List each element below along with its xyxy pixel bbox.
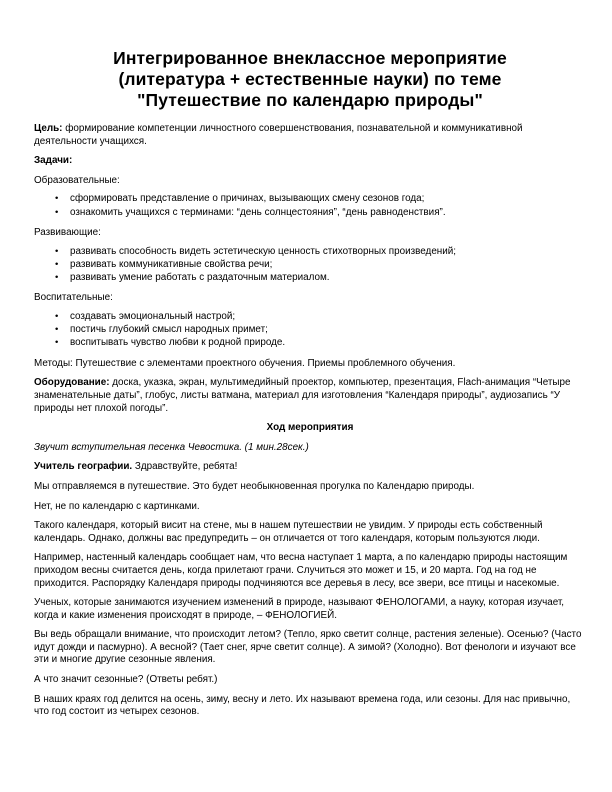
equipment-text: доска, указка, экран, мультимедийный проектор, компьютер, презентация, Flach-анимация “Четыре знаменательные даты”, глобус, листы ватмана, материал для изготовления “Календаря природы”, аудиозапись “У природы нет плохой погоды”. (34, 377, 571, 414)
title-line-1: Интегрированное внеклассное мероприятие (113, 48, 507, 68)
list-item: • ознакомить учащихся с терминами: “день солнцестояния”, “день равноденствия”. (70, 207, 586, 219)
educational-label: Образовательные: (34, 174, 120, 186)
body-paragraph: Например, настенный календарь сообщает нам, что весна наступает 1 марта, а по календарю природы настоящим приходом весны считается день, когда прилетают грачи. Случиться это может и 15, и 20 марта. Год на год не приходится. Распорядку Календаря природы подчиняются все деревья в лесу, все звери, все птицы и насекомые. (34, 552, 568, 589)
developing-label: Развивающие: (34, 226, 101, 238)
list-item: • развивать умение работать с раздаточным материалом. (70, 272, 586, 284)
body-paragraph: В наших краях год делится на осень, зиму, весну и лето. Их называют времена года, или сезоны. Для нас привычно, что год состоит из четырех сезонов. (34, 693, 571, 718)
upbringing-label: Воспитательные: (34, 292, 113, 304)
list-item: • воспитывать чувство любви к родной природе. (70, 337, 586, 349)
document-title (34, 48, 586, 111)
educational-list (34, 193, 586, 219)
list-item: • создавать эмоциональный настрой; (70, 311, 586, 323)
equipment-label: Оборудование: (34, 377, 110, 389)
song-note: Звучит вступительная песенка Чевостика. (1 мин.28сек.) (34, 441, 309, 453)
equipment-paragraph (34, 377, 586, 415)
list-item: • развивать способность видеть эстетическую ценность стихотворных произведений; (70, 246, 586, 258)
upbringing-list (34, 311, 586, 350)
teacher-text: Здравствуйте, ребята! (132, 461, 238, 473)
list-item: • постичь глубокий смысл народных примет; (70, 324, 586, 336)
list-item: • сформировать представление о причинах, вызывающих смену сезонов года; (70, 193, 586, 205)
title-line-3: "Путешествие по календарю природы" (137, 90, 483, 110)
body-paragraph: А что значит сезонные? (Ответы ребят.) (34, 674, 218, 686)
body-paragraph: Такого календаря, который висит на стене, мы в нашем путешествии не увидим. У природы есть собственный календарь. Однако, должны вас предупредить – он отличается от того календаря, которым пользуются люди. (34, 520, 543, 544)
methods-paragraph: Методы: Путешествие с элементами проектного обучения. Приемы проблемного обучения. (34, 357, 456, 369)
teacher-label: Учитель географии. (34, 461, 133, 473)
body-paragraph: Вы ведь обращали внимание, что происходит летом? (Тепло, ярко светит солнце, растения зеленые). Осенью? (Часто идут дожди и пасмурно). А весной? (Тает снег, ярче светит солнце). А зимой? (Холодно). Вот фенологи и изучают все эти и многие другие сезонные явления. (34, 629, 582, 666)
teacher-greeting (34, 461, 586, 474)
title-line-2: (литература + естественные науки) по теме (118, 69, 502, 89)
course-heading: Ход мероприятия (266, 422, 354, 434)
document-page (34, 48, 586, 726)
goal-label: Цель: (34, 123, 63, 134)
body-paragraph: Нет, не по календарю с картинками. (34, 500, 200, 512)
list-item: • развивать коммуникативные свойства речи; (70, 259, 586, 271)
developing-list (34, 246, 586, 285)
goal-paragraph (34, 123, 586, 148)
goal-text: формирование компетенции личностного совершенствования, познавательной и коммуникативной деятельности учащихся. (34, 123, 523, 147)
body-paragraph: Мы отправляемся в путешествие. Это будет необыкновенная прогулка по Календарю природы. (34, 480, 475, 492)
body-paragraph: Ученых, которые занимаются изучением изменений в природе, называют ФЕНОЛОГАМИ, а науку, которая изучает, когда и какие изменения происходят в природе, – ФЕНОЛОГИЕЙ. (34, 597, 565, 621)
tasks-heading: Задачи: (34, 155, 73, 167)
